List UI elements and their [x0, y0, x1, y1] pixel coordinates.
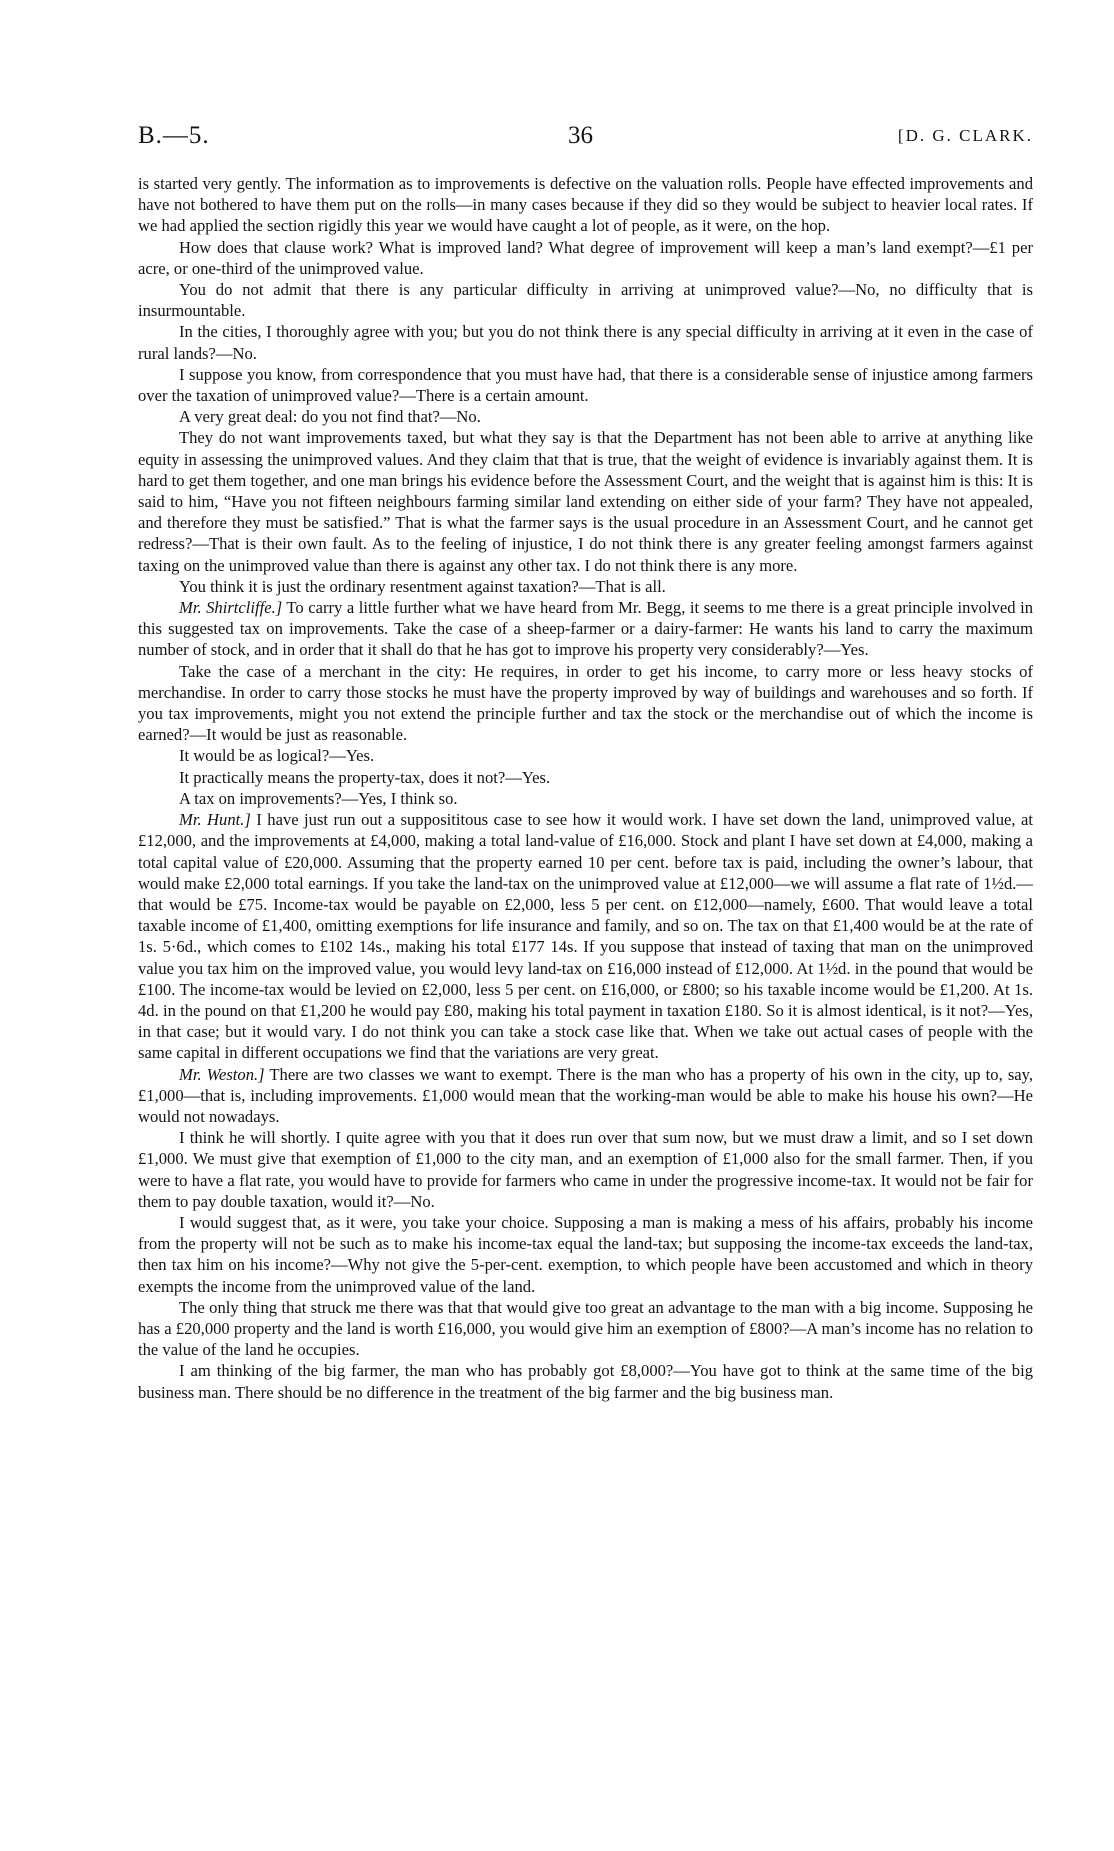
paragraph-text: I have just run out a supposititous case to see how it would work. I have set down the land, unimproved value, at £12,000, and the improvements at £4,000, making a total land-value of £16,000. Stock and plant I have set down at £4,000, making a total capital value of £20,000. Assuming that the property earned 10 per cent. before tax is paid, including the owner’s labour, that would make £2,000 total earnings. If you take the land-tax on the unimproved value at £12,000—we will assume a flat rate of 1½d.—that would be £75. Income-tax would be payable on £2,000, less 5 per cent. on £12,000—namely, £600. That would leave a total taxable income of £1,400, omitting exemptions for life insurance and family, and so on. The tax on that £1,400 would be at the rate of 1s. 5·6d., which comes to £102 14s., making his total £177 14s. If you suppose that instead of taxing that man on the unimproved value you tax him on the improved value, you would levy land-tax on £16,000 instead of £12,000. At 1½d. in the pound that would be £100. The income-tax would be levied on £2,000, less 5 per cent. on £16,000, or £800; so his taxable income would be £1,200. At 1s. 4d. in the pound on that £1,200 he would pay £80, making his total payment in taxation £180. So it is almost identical, is it not?—Yes, in that case; but it would vary. I do not think you can take a stock case like that. When we take out actual cases of people with the same capital in different occupations we find that the variations are very great.: [138, 810, 1033, 1063]
document-code: B.—5.: [138, 122, 210, 149]
paragraph-text: It practically means the property-tax, does it not?—Yes.: [179, 767, 551, 787]
paragraph-text: You think it is just the ordinary resentment against taxation?—That is all.: [179, 576, 666, 596]
paragraph: [138, 364, 1033, 406]
paragraph-text: To carry a little further what we have heard from Mr. Begg, it seems to me there is a great principle involved in this suggested tax on improvements. Take the case of a sheep-farmer or a dairy-farmer: He wants his land to carry the maximum number of stock, and in order that it shall do that he has got to improve his property very considerably?—Yes.: [138, 598, 1033, 660]
paragraph-text: I think he will shortly. I quite agree with you that it does run over that sum now, but we must draw a limit, and so I set down £1,000. We must give that exemption of £1,000 to the city man, and an exemption of £1,000 also for the small farmer. Then, if you were to have a flat rate, you would have to provide for farmers who came in under the progressive income-tax. It would not be fair for them to pay double taxation, would it?—No.: [138, 1128, 1033, 1211]
paragraph-text: A very great deal: do you not find that?—No.: [179, 407, 481, 427]
paragraph: [138, 1212, 1033, 1297]
paragraph-text: I am thinking of the big farmer, the man who has probably got £8,000?—You have got to think at the same time of the big business man. There should be no difference in the treatment of the big farmer and the big business man.: [138, 1361, 1033, 1402]
paragraph: [138, 661, 1033, 746]
paragraph: [138, 788, 1033, 809]
page-header: [138, 122, 1033, 154]
paragraph-text: A tax on improvements?—Yes, I think so.: [179, 788, 458, 808]
paragraph-text: There are two classes we want to exempt. There is the man who has a property of his own in the city, up to, say, £1,000—that is, including improvements. £1,000 would mean that the working-man would be able to make his house his own?—He would not nowadays.: [138, 1064, 1034, 1126]
paragraph-text: How does that clause work? What is improved land? What degree of improvement will keep a man’s land exempt?—£1 per acre, or one-third of the unimproved value.: [138, 237, 1033, 278]
witness-name: [D. G. CLARK.: [897, 126, 1033, 145]
paragraph-text: I suppose you know, from correspondence that you must have had, that there is a considerable sense of injustice among farmers over the taxation of unimproved value?—There is a certain amount.: [138, 364, 1033, 406]
paragraph-text: I would suggest that, as it were, you take your choice. Supposing a man is making a mess of his affairs, probably his income from the property will not be such as to make his income-tax equal the land-tax; but supposing the income-tax exceeds the land-tax, then tax him on his income?—Why not give the 5-per-cent. exemption, to which people have been accustomed and which in theory exempts the income from the unimproved value of the land.: [138, 1212, 1033, 1296]
paragraph: [138, 1127, 1033, 1212]
paragraph: [138, 1064, 1033, 1128]
speaker-name: Mr. Hunt.]: [179, 810, 251, 830]
paragraph-text: They do not want improvements taxed, but what they say is that the Department has not been able to arrive at anything like equity in assessing the unimproved values. And they claim that that is true, that the weight of evidence is invariably against them. It is hard to get them together, and one man brings his evidence before the Assessment Court, and the weight that is against him is this: It is said to him, “Have you not fifteen neighbours farming similar land extending on either side of your farm? They have not appealed, and therefore they must be satisfied.” That is what the farmer says is the usual procedure in an Assessment Court, and he cannot get redress?—That is their own fault. As to the feeling of injustice, I do not think there is any greater feeling amongst farmers against taxing on the unimproved value than there is against any other tax. I do not think there is any more.: [138, 428, 1033, 575]
speaker-name: Mr. Shirtcliffe.]: [179, 598, 283, 618]
paragraph: [138, 173, 1033, 237]
speaker-name: Mr. Weston.]: [179, 1064, 265, 1084]
paragraph: [138, 406, 1033, 427]
paragraph: [138, 745, 1033, 766]
paragraph: [138, 237, 1033, 279]
transcript-body: [138, 173, 1033, 1403]
page-number: 36: [568, 122, 593, 149]
paragraph-text: You do not admit that there is any particular difficulty in arriving at unimproved value?—No, no difficulty that is insurmountable.: [138, 280, 1033, 321]
paragraph: [138, 427, 1033, 575]
paragraph: [138, 1360, 1033, 1402]
paragraph-text: It would be as logical?—Yes.: [179, 746, 375, 766]
paragraph: [138, 321, 1033, 363]
paragraph: [138, 809, 1033, 1063]
paragraph: [138, 576, 1033, 597]
paragraph-text: Take the case of a merchant in the city: He requires, in order to get his income, to carry more or less heavy stocks of merchandise. In order to carry those stocks he must have the property improved by way of buildings and warehouses and so forth. If you tax improvements, might you not extend the principle further and tax the stock or the merchandise out of which the income is earned?—It would be just as reasonable.: [138, 661, 1033, 745]
paragraph: [138, 1297, 1033, 1361]
paragraph: [138, 767, 1033, 788]
paragraph: [138, 597, 1033, 661]
paragraph-text: In the cities, I thoroughly agree with you; but you do not think there is any special difficulty in arriving at it even in the case of rural lands?—No.: [138, 322, 1033, 363]
paragraph-text: is started very gently. The information as to improvements is defective on the valuation rolls. People have effected improvements and have not bothered to have them put on the rolls—in many cases because if they did so they would be subject to heavier local rates. If we had applied the section rigidly this year we would have caught a lot of people, as it were, on the hop.: [138, 174, 1033, 236]
paragraph-text: The only thing that struck me there was that that would give too great an advantage to the man with a big income. Supposing he has a £20,000 property and the land is worth £16,000, you would give him an exemption of £800?—A man’s income has no relation to the value of the land he occupies.: [138, 1297, 1033, 1360]
paragraph: [138, 279, 1033, 321]
